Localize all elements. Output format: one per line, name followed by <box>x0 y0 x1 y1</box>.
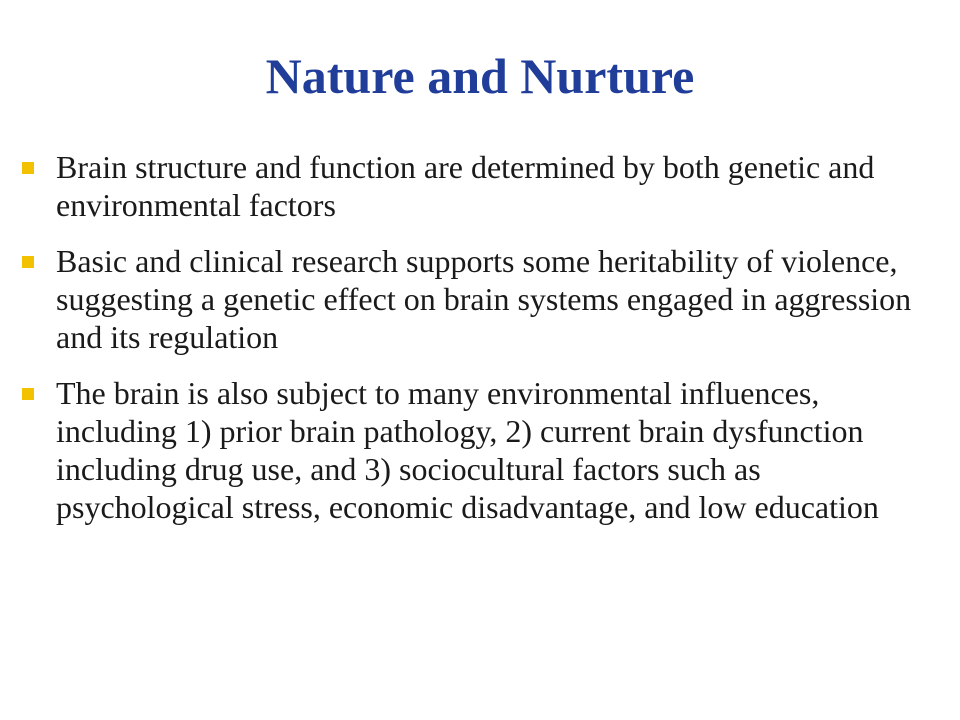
bullet-text: Brain structure and function are determined by both genetic and environmental factors <box>56 149 875 223</box>
square-bullet-icon <box>22 162 34 174</box>
bullet-item <box>22 374 937 526</box>
bullet-text: The brain is also subject to many environmental influences, including 1) prior brain pathology, 2) current brain dysfunction including drug use, and 3) sociocultural factors such as psychological stress, economic disadvantage, and low education <box>56 375 879 525</box>
square-bullet-icon <box>22 388 34 400</box>
bullet-text: Basic and clinical research supports some heritability of violence, suggesting a genetic effect on brain systems engaged in aggression and its regulation <box>56 243 912 355</box>
square-bullet-icon <box>22 256 34 268</box>
bullet-list <box>22 148 937 544</box>
slide-title: Nature and Nurture <box>265 48 695 104</box>
bullet-item <box>22 148 937 224</box>
bullet-item <box>22 242 937 356</box>
